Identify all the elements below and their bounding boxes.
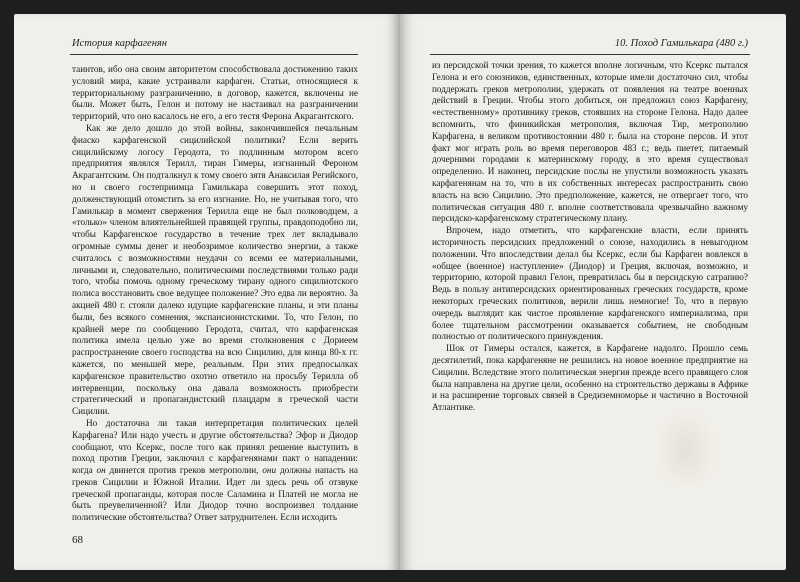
- right-page: [400, 14, 786, 570]
- italic-text: он: [96, 465, 106, 476]
- italic-text: они: [262, 465, 277, 476]
- paragraph: Шок от Гимеры остался, кажется, в Карфагене надолго. Прошло семь десятилетий, пока карфагеняне не решились на новое военное предприятие на Сицилии. Вследствие этого политическая энергия прежде всего правящего слоя была направлена на другие цели, особенно на строительство державы в Африке и на расширение торговых связей в Средиземноморье и частично в Восточной Атлантике.: [432, 343, 748, 413]
- page-number: 68: [72, 534, 83, 546]
- text-run: должны напасть на греков Сицилии и Южной Италии. Идет ли здесь речь об отзвуке греческой пропаганды, которая после Саламина и Платей не могла не быть преувеличенной? Или Диодор точно воспроизвел толдание политические обстоятельства? Ответ затруднителен. Если исходить: [72, 465, 358, 523]
- paragraph: Как же дело дошло до этой войны, закончившейся печальным фиаско карфагенской сицилийской политики? Если верить сицилийскому логосу Геродота, то подлинным мотором всего предприятия являлся Терилл, тиран Гимеры, изгнанный Фероном Акрагантским. Он подталкнул к тому своего зятя Анаксилая Регийского, но и своего гостеприимца Гамилькара совершить этот поход, долженствующий отомстить за его изгнание. Но, не учитывая того, что Гамилькар в момент свержения Терилла еще не был полководцем, а «только» членом влиятельнейшей правящей группы, правдоподобно ли, чтобы Карфагенское государство в течение трех лет вкладывало огромные суммы денег и необозримое количество энергии, а также считалось с возможностями неудачи со всеми ее материальными, личными и, следовательно, политическими последствиями только ради того, чтобы помочь одному греческому тирану одного сицилиотского полиса восстановить свое ведущее положение? Это едва ли вероятно. За акцией 480 г. стояли далеко идущие карфагенские планы, и эти планы были, без всякого сомнения, экспансионистскими. То, что Гелон, по крайней мере по сообщению Геродота, считал, что карфагенская политика имела целью уже во время столкновения с Дориеем распространение своего господства на всю Сицилию, для конца 80-х гг. кажется, по меньшей мере, реальным. При этих предпосылках карфагенское правительство охотно ответило на просьбу Терилла об интервенции, поскольку она давала возможность приобрести стратегический и пропагандистский плацдарм в греческой части Сицилии.: [72, 122, 358, 417]
- paragraph: Впрочем, надо отметить, что карфагенские власти, если принять историчность персидских предложений о союзе, находились в невыгодном положении. Что впоследствии делал бы Ксеркс, если бы Карфаген вовлекся в «общее (военное) наступление» (Диодор) и Греция, включая, возможно, и территорию, которой правил Гелон, превратилась бы в персидскую сатрапию? Ведь в пользу антиперсидских ориентированных греческих государств, кроме некоторых греческих политиков, верили лишь немногие! То, что в первую очередь выглядит как чистое проявление карфагенского империализма, при более тщательном рассмотрении оказывается событием, не свободным полностью от политического принуждения.: [432, 225, 748, 342]
- paragraph: из персидской точки зрения, то кажется вполне логичным, что Ксеркс пытался Гелона и его союзников, единственных, которые имели достаточно сил, чтобы поддержать греков метрополии, удержать от появления на театре военных действий в Греции. Чтобы этого добиться, он предложил союз Карфагену, «естественному» противнику греков, стоявших на стороне Гелона. Надо далее вспомнить, что финикийская метрополия, включая Тир, метрополию Карфагена, в великом противостоянии 480 г. была на стороне персов. И этот факт мог играть роль во время переговоров 483 г.; ведь пиетет, питаемый дочерними городами к материнскому городу, в это время существовал определенно. И наконец, персидские послы не упустили возможность указать карфагенянам на то, что в их собственных интересах распространить свою власть на всю Сицилию. Это предположение, кажется, не отвергает того, что политическая ситуация 480 г. вполне соответствовала чрезвычайно важному персидско-карфагенскому стратегическому плану.: [432, 60, 748, 224]
- running-header-left: История карфагенян: [72, 38, 167, 49]
- right-page-text: [432, 60, 748, 414]
- text-run: двинется против греков метрополии,: [105, 465, 263, 476]
- text-run: Но достаточна ли такая интерпретация политических целей Карфагена? Или надо учесть и другие обстоятельства? Эфор и Диодор сообщают, что Ксеркс, после того как принял решение выступить в поход против Греции, заключил с карфагенянами пакт о нападении: когда: [72, 417, 358, 476]
- paragraph: таинтов, ибо она своим авторитетом способствовала достижению таких условий мира, какие устраивали карфаген. Статьи, относящиеся к территориальному разграничению, в договор, кажется, включены не были. Может быть, Гелон и потому не настаивал на разграничении территорий, что оно касалось не его, а его тестя Ферона Акрагантского.: [72, 64, 358, 122]
- left-page: [14, 14, 400, 570]
- header-rule-right: [430, 54, 750, 55]
- running-header-right: 10. Поход Гамилькара (480 г.): [614, 38, 748, 49]
- header-rule-left: [70, 54, 358, 55]
- left-page-text: [72, 64, 358, 524]
- paper-stain: [656, 410, 716, 490]
- paragraph: [72, 418, 358, 524]
